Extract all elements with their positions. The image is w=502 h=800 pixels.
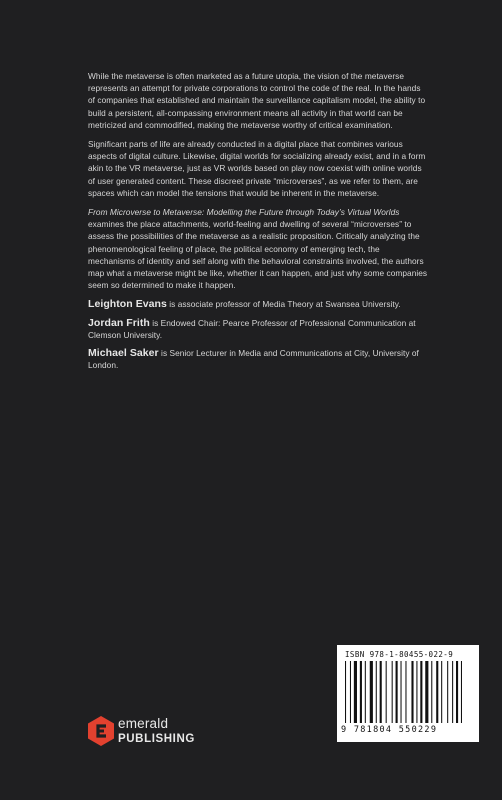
publisher-name-line1: emerald <box>118 716 169 731</box>
author-bio-text: is Endowed Chair: Pearce Professor of Professional Communication at Clemson University. <box>88 317 416 340</box>
barcode-bar <box>456 661 458 723</box>
author-bio-text: is associate professor of Media Theory at Swansea University. <box>166 299 401 310</box>
blurb-paragraph-1: While the metaverse is often marketed as a future utopia, the vision of the metaverse represents an attempt for private corporations to control the code of the real. In the hands of companies that established and maintain the surveillance capitalism model, the ability to build a persistent, all-compassing environment means all activity in that world can be metricized and commodified, making the metaverse worthy of critical examination. <box>88 71 426 130</box>
barcode-bar <box>370 661 373 723</box>
isbn-label: ISBN 978-1-80455-022-9 <box>345 650 454 659</box>
barcode-bar <box>376 661 377 723</box>
barcode-bar <box>420 661 422 723</box>
barcode-bar <box>416 661 417 723</box>
blurb-paragraph-3-body: examines the place attachments, world-feeling and dwelling of several “microverses” to assess the possibilities of the metaverse as a realistic proposition. Critically analyzing the phenomenological feeling of place, the political economy of emerging tech, the mechanisms of identity and self along with the behavioral constraints involved, the authors map what a metaverse might be like, whether it can happen, and just why some companies seem so determined to make it happen. <box>88 219 428 291</box>
author-name: Leighton Evans <box>88 298 167 311</box>
blurb-paragraph-3 <box>88 206 428 291</box>
book-title: From Microverse to Metaverse: Modelling the Future through Today’s Virtual Worlds <box>88 207 400 218</box>
barcode-bar <box>447 661 448 723</box>
author-bio <box>88 317 428 341</box>
barcode-bar <box>425 661 428 723</box>
barcode-number: 9 781804 550229 <box>341 725 438 735</box>
barcode-bar <box>365 661 366 723</box>
barcode-bar <box>431 661 432 723</box>
publisher-name-line2: PUBLISHING <box>118 733 195 745</box>
barcode-bar <box>345 661 346 723</box>
emerald-logo-icon <box>88 716 114 746</box>
barcode-bar <box>411 661 413 723</box>
barcode-bar <box>405 661 406 723</box>
author-bio-text: is Senior Lecturer in Media and Communications at City, University of London. <box>88 348 419 371</box>
author-bio <box>88 298 428 310</box>
barcode-bars <box>345 661 471 725</box>
barcode-bar <box>380 661 382 723</box>
author-bio <box>88 347 428 371</box>
isbn-barcode <box>337 645 479 742</box>
barcode-bar <box>396 661 398 723</box>
barcode-bar <box>452 661 453 723</box>
author-name: Michael Saker <box>88 347 159 360</box>
blurb-paragraph-2: Significant parts of life are already conducted in a digital place that combines various aspects of digital culture. Likewise, digital worlds for socializing already exist, and in a form akin to the VR metaverse, just as VR worlds based on play now coexist with online worlds of user generated content. These discreet private “microverses”, as we refer to them, are spaces which can model the tensions that would be inherent in the metaverse. <box>88 139 426 198</box>
barcode-bar <box>441 661 442 723</box>
author-name: Jordan Frith <box>88 316 150 329</box>
back-cover-text <box>88 70 428 377</box>
barcode-bar <box>392 661 393 723</box>
barcode-bar <box>401 661 402 723</box>
barcode-bar <box>461 661 462 723</box>
barcode-bar <box>436 661 438 723</box>
barcode-bar <box>386 661 387 723</box>
barcode-bar <box>360 661 362 723</box>
publisher-logo <box>88 712 228 752</box>
barcode-bar <box>354 661 357 723</box>
barcode-bar <box>350 661 351 723</box>
